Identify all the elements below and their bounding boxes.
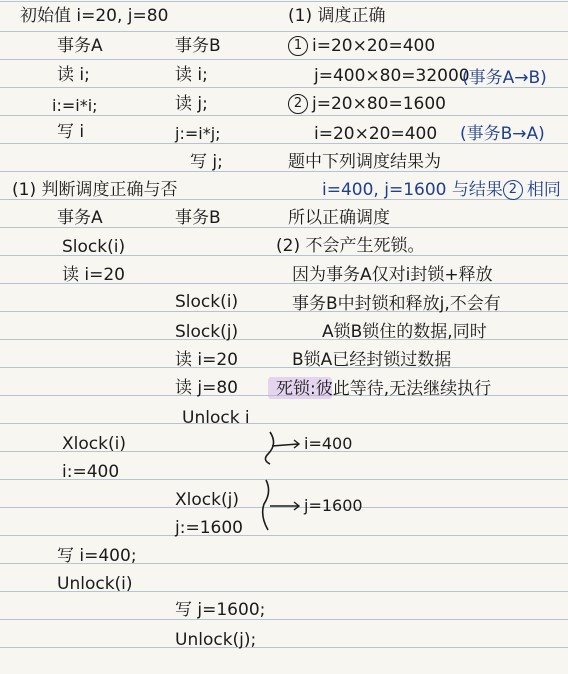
- conclusion: 所以正确调度: [288, 208, 390, 228]
- result-same: 相同: [526, 180, 561, 200]
- initial-values: 初始值 i=20, j=80: [20, 6, 169, 26]
- b-unlock-i: Unlock i: [182, 408, 250, 428]
- b-slock-j: Slock(j): [175, 322, 239, 342]
- case-2-order-note: (事务B→A): [460, 124, 545, 144]
- a-read-i: 读 i=20: [62, 265, 126, 285]
- tx-a-step-1: 读 i;: [57, 65, 90, 85]
- schedule-header-b: 事务B: [175, 208, 221, 228]
- reason-line-1: 因为事务A仅对i封锁+释放: [292, 265, 493, 285]
- result-circle-2: 2: [503, 180, 523, 200]
- question-1-title: (1) 判断调度正确与否: [12, 180, 178, 200]
- b-read-i: 读 i=20: [175, 350, 239, 370]
- tx-a-step-2: i:=i*i;: [52, 96, 98, 115]
- b-assign-j: j:=1600: [175, 518, 243, 538]
- header-transaction-b: 事务B: [175, 36, 221, 56]
- arrow-label-j: j=1600: [304, 496, 363, 515]
- b-slock-i: Slock(i): [175, 292, 239, 312]
- b-xlock-j: Xlock(j): [175, 490, 239, 510]
- result-values: i=400, j=1600 与结果: [322, 180, 503, 200]
- a-slock-i: Slock(i): [62, 237, 126, 257]
- b-write-j: 写 j=1600;: [175, 600, 266, 620]
- result-line-2: [322, 180, 561, 200]
- tx-b-step-2: 读 j;: [175, 94, 208, 114]
- result-line-1: 题中下列调度结果为: [288, 152, 441, 172]
- b-read-j: 读 j=80: [175, 378, 239, 398]
- reason-line-4: B锁A已经封锁过数据: [292, 350, 452, 370]
- circle-number-1: 1: [288, 36, 308, 56]
- case-1-line-1: [288, 36, 435, 56]
- circle-number-2: 2: [288, 94, 308, 114]
- case-2-calc-j: j=20×80=1600: [312, 94, 446, 114]
- case-1-order-note: (事务A→B): [462, 68, 547, 88]
- b-unlock-j: Unlock(j);: [175, 630, 257, 650]
- answer-1-title: (1) 调度正确: [288, 6, 386, 26]
- case-2-calc-i: i=20×20=400: [314, 124, 438, 144]
- header-transaction-a: 事务A: [57, 36, 103, 56]
- a-xlock-i: Xlock(i): [62, 434, 126, 454]
- case-1-calc-j: j=400×80=32000: [314, 66, 470, 86]
- tx-b-step-1: 读 i;: [175, 65, 208, 85]
- answer-2-title: (2) 不会产生死锁。: [276, 236, 425, 256]
- arrow-label-i: i=400: [304, 434, 353, 453]
- case-2-line-1: [288, 94, 446, 114]
- a-unlock-i: Unlock(i): [57, 574, 133, 594]
- reason-line-3: A锁B锁住的数据,同时: [322, 322, 487, 342]
- schedule-header-a: 事务A: [57, 208, 103, 228]
- deadlock-definition: 死锁:彼此等待,无法继续执行: [276, 379, 492, 399]
- a-assign-i: i:=400: [62, 462, 120, 482]
- tx-b-step-4: 写 j;: [190, 152, 223, 172]
- a-write-i: 写 i=400;: [57, 546, 137, 566]
- case-1-calc-i: i=20×20=400: [312, 36, 436, 56]
- tx-b-step-3: j:=i*j;: [175, 124, 221, 143]
- reason-line-2: 事务B中封锁和释放j,不会有: [292, 294, 501, 314]
- tx-a-step-3: 写 i: [57, 122, 85, 142]
